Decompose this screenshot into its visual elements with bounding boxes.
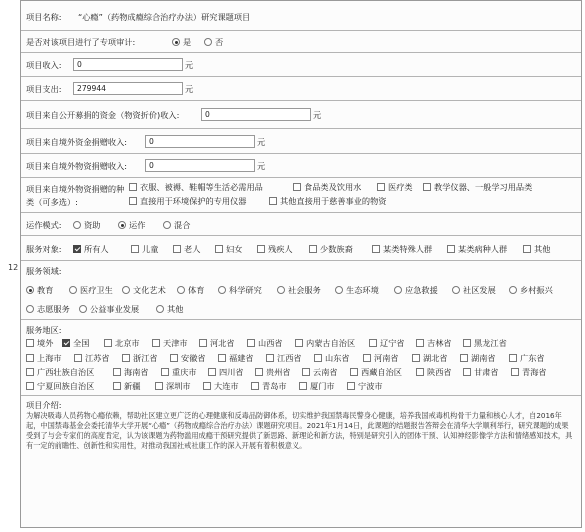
target-label-children: 儿童 bbox=[142, 244, 159, 254]
overseas-fund-label: 项目来自境外资金捐赠收入: bbox=[26, 137, 128, 147]
public-fund-field[interactable]: 0 bbox=[201, 108, 311, 121]
field-label-education: 教育 bbox=[37, 285, 54, 295]
row-expense bbox=[21, 77, 581, 101]
target-checkbox-elderly[interactable] bbox=[173, 245, 181, 253]
row-project-name bbox=[21, 1, 581, 31]
region-label-zhejiang: 浙江省 bbox=[133, 353, 158, 363]
goods-type-label-food: 食品类及饮用水 bbox=[304, 182, 362, 192]
field-radio-education[interactable] bbox=[26, 286, 34, 294]
mode-operate-label: 运作 bbox=[129, 220, 146, 230]
region-checkbox-xinjiang[interactable] bbox=[113, 382, 121, 390]
region-checkbox-overseas[interactable] bbox=[26, 339, 34, 347]
region-checkbox-neimenggu[interactable] bbox=[295, 339, 303, 347]
target-label-special-group: 某类特殊人群 bbox=[383, 244, 433, 254]
field-label-community: 社区发展 bbox=[463, 285, 496, 295]
field-radio-research[interactable] bbox=[218, 286, 226, 294]
region-checkbox-ningxia[interactable] bbox=[26, 382, 34, 390]
region-label-shandong: 山东省 bbox=[325, 353, 350, 363]
target-label-all: 所有人 bbox=[84, 244, 109, 254]
targets-label: 服务对象: bbox=[26, 244, 62, 254]
target-label-minority: 少数族裔 bbox=[320, 244, 353, 254]
target-checkbox-other[interactable] bbox=[523, 245, 531, 253]
region-checkbox-yunnan[interactable] bbox=[302, 368, 310, 376]
region-label-gansu: 甘肃省 bbox=[474, 367, 499, 377]
goods-type-label-teaching: 教学仪器、一般学习用品类 bbox=[434, 182, 533, 192]
row-fields bbox=[21, 261, 581, 320]
goods-types-label-line2: 类（可多选）: bbox=[26, 197, 78, 207]
field-label-public-welfare: 公益事业发展 bbox=[90, 304, 140, 314]
audit-yes-radio[interactable] bbox=[172, 38, 180, 46]
region-label-national: 全国 bbox=[73, 338, 90, 348]
project-name-label: 项目名称: bbox=[26, 12, 62, 22]
field-radio-medical[interactable] bbox=[69, 286, 77, 294]
region-label-neimenggu: 内蒙古自治区 bbox=[306, 338, 356, 348]
regions-label: 服务地区: bbox=[26, 325, 62, 335]
field-label-rural: 乡村振兴 bbox=[520, 285, 553, 295]
region-label-sichuan: 四川省 bbox=[219, 367, 244, 377]
field-label-culture: 文化艺术 bbox=[133, 285, 166, 295]
audit-no-label: 否 bbox=[215, 37, 224, 47]
overseas-fund-unit: 元 bbox=[257, 137, 266, 147]
region-label-beijing: 北京市 bbox=[115, 338, 140, 348]
row-overseas-fund bbox=[21, 129, 581, 154]
target-label-other: 其他 bbox=[534, 244, 551, 254]
region-label-jiangxi: 江西省 bbox=[277, 353, 302, 363]
region-checkbox-national[interactable] bbox=[62, 339, 70, 347]
region-checkbox-jilin[interactable] bbox=[416, 339, 424, 347]
region-label-shenzhen: 深圳市 bbox=[166, 381, 191, 391]
region-checkbox-zhejiang[interactable] bbox=[122, 354, 130, 362]
audit-no-radio[interactable] bbox=[204, 38, 212, 46]
region-checkbox-tianjin[interactable] bbox=[152, 339, 160, 347]
field-label-social-service: 社会服务 bbox=[288, 285, 321, 295]
region-checkbox-chongqing[interactable] bbox=[161, 368, 169, 376]
mode-fund-radio[interactable] bbox=[73, 221, 81, 229]
expense-unit: 元 bbox=[185, 84, 194, 94]
expense-field[interactable]: 279944 bbox=[73, 82, 183, 95]
region-label-guangxi: 广西壮族自治区 bbox=[37, 367, 95, 377]
goods-type-checkbox-daily[interactable] bbox=[129, 183, 137, 191]
region-checkbox-qinghai[interactable] bbox=[511, 368, 519, 376]
row-overseas-goods bbox=[21, 154, 581, 178]
region-label-qingdao: 青岛市 bbox=[262, 381, 287, 391]
region-label-heilongjiang: 黑龙江省 bbox=[474, 338, 507, 348]
income-field[interactable]: 0 bbox=[73, 58, 183, 71]
goods-type-checkbox-food[interactable] bbox=[293, 183, 301, 191]
field-radio-social-service[interactable] bbox=[277, 286, 285, 294]
field-label-other: 其他 bbox=[167, 304, 184, 314]
region-checkbox-jiangsu[interactable] bbox=[74, 354, 82, 362]
region-label-xiamen: 厦门市 bbox=[310, 381, 335, 391]
row-income bbox=[21, 53, 581, 77]
region-checkbox-anhui[interactable] bbox=[170, 354, 178, 362]
mode-mixed-radio[interactable] bbox=[163, 221, 171, 229]
row-public-fund bbox=[21, 101, 581, 129]
overseas-goods-field[interactable]: 0 bbox=[145, 159, 255, 172]
field-radio-volunteer[interactable] bbox=[26, 305, 34, 313]
overseas-goods-label: 项目来自境外物资捐赠收入: bbox=[26, 161, 128, 171]
field-radio-public-welfare[interactable] bbox=[79, 305, 87, 313]
field-label-volunteer: 志愿服务 bbox=[37, 304, 70, 314]
region-label-hubei: 湖北省 bbox=[423, 353, 448, 363]
region-checkbox-hubei[interactable] bbox=[412, 354, 420, 362]
target-checkbox-women[interactable] bbox=[215, 245, 223, 253]
region-label-dalian: 大连市 bbox=[214, 381, 239, 391]
target-checkbox-disabled[interactable] bbox=[257, 245, 265, 253]
goods-type-label-other: 其他直接用于慈善事业的物资 bbox=[280, 196, 387, 206]
region-checkbox-hebei[interactable] bbox=[199, 339, 207, 347]
intro-text: 为解决吸毒人员药物心瘾依赖，帮助社区建立更广泛的心理健康和反毒品防御体系，切实维护我国禁毒民警身心健康，培养我国戒毒机构骨干力量和核心人才，自2016年起，中国禁毒基金会委托清华大学开展“心瘾”（药物成瘾综合治疗办法）课题研究项目。2021年1月14日，此课题的结题报告答辩会在清华大学顺利举行，研究课题的成果受到了与会专家们的高度肯定，认为该课题为药物滥用成瘾干预研究提供了新思路、新理论和新方法，特别是研究引入的团体干预、认知神经影像学方法和情绪感知技术，具有一定的前瞻性、创新性和实用性，对推动我国社戒社康工作的深入开展有着积极意义。 bbox=[26, 411, 573, 450]
row-regions bbox=[21, 320, 581, 396]
target-label-disabled: 残疾人 bbox=[268, 244, 293, 254]
goods-type-label-daily: 衣服、被褥、鞋帽等生活必需用品 bbox=[140, 182, 263, 192]
region-checkbox-xiamen[interactable] bbox=[299, 382, 307, 390]
field-radio-ecology[interactable] bbox=[335, 286, 343, 294]
field-radio-rural[interactable] bbox=[509, 286, 517, 294]
region-label-hainan: 海南省 bbox=[124, 367, 149, 377]
row-goods-types bbox=[21, 178, 581, 213]
field-radio-other[interactable] bbox=[156, 305, 164, 313]
field-label-medical: 医疗卫生 bbox=[80, 285, 113, 295]
field-label-ecology: 生态环境 bbox=[346, 285, 379, 295]
field-radio-emergency[interactable] bbox=[394, 286, 402, 294]
target-label-disease-group: 某类病种人群 bbox=[458, 244, 508, 254]
region-checkbox-hainan[interactable] bbox=[113, 368, 121, 376]
target-checkbox-special-group[interactable] bbox=[372, 245, 380, 253]
region-checkbox-beijing[interactable] bbox=[104, 339, 112, 347]
region-label-chongqing: 重庆市 bbox=[172, 367, 197, 377]
row-audit bbox=[21, 31, 581, 53]
goods-type-checkbox-other[interactable] bbox=[269, 197, 277, 205]
region-label-anhui: 安徽省 bbox=[181, 353, 206, 363]
income-label: 项目收入: bbox=[26, 60, 62, 70]
region-checkbox-shanxi[interactable] bbox=[247, 339, 255, 347]
income-unit: 元 bbox=[185, 60, 194, 70]
region-label-shanghai: 上海市 bbox=[37, 353, 62, 363]
field-label-sports: 体育 bbox=[188, 285, 205, 295]
mode-label: 运作模式: bbox=[26, 220, 62, 230]
expense-label: 项目支出: bbox=[26, 84, 62, 94]
fields-label: 服务领域: bbox=[26, 266, 62, 276]
target-checkbox-children[interactable] bbox=[131, 245, 139, 253]
field-label-emergency: 应急救援 bbox=[405, 285, 438, 295]
region-label-fujian: 福建省 bbox=[229, 353, 254, 363]
row-targets bbox=[21, 236, 581, 261]
region-label-xizang: 西藏自治区 bbox=[361, 367, 402, 377]
overseas-goods-unit: 元 bbox=[257, 161, 266, 171]
region-checkbox-heilongjiang[interactable] bbox=[463, 339, 471, 347]
region-checkbox-guangxi[interactable] bbox=[26, 368, 34, 376]
region-checkbox-henan[interactable] bbox=[363, 354, 371, 362]
intro-label: 项目介绍: bbox=[26, 400, 62, 410]
field-radio-sports[interactable] bbox=[177, 286, 185, 294]
region-label-hebei: 河北省 bbox=[210, 338, 235, 348]
target-label-women: 妇女 bbox=[226, 244, 243, 254]
region-checkbox-jiangxi[interactable] bbox=[266, 354, 274, 362]
region-checkbox-dalian[interactable] bbox=[203, 382, 211, 390]
goods-type-label-medical: 医疗类 bbox=[388, 182, 413, 192]
region-checkbox-shandong[interactable] bbox=[314, 354, 322, 362]
public-fund-label: 项目来自公开募捐的资金（物资折价)收入: bbox=[26, 110, 180, 120]
region-label-qinghai: 青海省 bbox=[522, 367, 547, 377]
region-label-jiangsu: 江苏省 bbox=[85, 353, 110, 363]
region-checkbox-guizhou[interactable] bbox=[255, 368, 263, 376]
region-checkbox-guangdong[interactable] bbox=[509, 354, 517, 362]
region-checkbox-qingdao[interactable] bbox=[251, 382, 259, 390]
goods-type-checkbox-medical[interactable] bbox=[377, 183, 385, 191]
region-checkbox-ningbo[interactable] bbox=[347, 382, 355, 390]
region-checkbox-shenzhen[interactable] bbox=[155, 382, 163, 390]
field-radio-culture[interactable] bbox=[122, 286, 130, 294]
region-label-tianjin: 天津市 bbox=[163, 338, 188, 348]
region-checkbox-hunan[interactable] bbox=[460, 354, 468, 362]
region-label-xinjiang: 新疆 bbox=[124, 381, 141, 391]
region-label-yunnan: 云南省 bbox=[313, 367, 338, 377]
side-page-number: 12 bbox=[8, 263, 19, 272]
region-label-shaanxi: 陕西省 bbox=[427, 367, 452, 377]
mode-fund-label: 资助 bbox=[84, 220, 101, 230]
goods-type-checkbox-environment[interactable] bbox=[129, 197, 137, 205]
project-form bbox=[20, 0, 582, 528]
region-label-overseas: 境外 bbox=[37, 338, 54, 348]
audit-yes-label: 是 bbox=[183, 37, 192, 47]
region-label-ningxia: 宁夏回族自治区 bbox=[37, 381, 95, 391]
region-label-shanxi: 山西省 bbox=[258, 338, 283, 348]
region-checkbox-sichuan[interactable] bbox=[208, 368, 216, 376]
region-label-henan: 河南省 bbox=[374, 353, 399, 363]
goods-type-checkbox-teaching[interactable] bbox=[423, 183, 431, 191]
field-label-research: 科学研究 bbox=[229, 285, 262, 295]
goods-type-label-environment: 直接用于环境保护的专用仪器 bbox=[140, 196, 247, 206]
region-checkbox-shanghai[interactable] bbox=[26, 354, 34, 362]
region-checkbox-fujian[interactable] bbox=[218, 354, 226, 362]
target-checkbox-all[interactable] bbox=[73, 245, 81, 253]
region-label-ningbo: 宁波市 bbox=[358, 381, 383, 391]
project-name-value: “心瘾”（药物成瘾综合治疗办法）研究课题项目 bbox=[78, 12, 251, 22]
region-label-liaoning: 辽宁省 bbox=[380, 338, 405, 348]
target-label-elderly: 老人 bbox=[184, 244, 201, 254]
row-mode bbox=[21, 213, 581, 236]
overseas-fund-field[interactable]: 0 bbox=[145, 135, 255, 148]
region-checkbox-gansu[interactable] bbox=[463, 368, 471, 376]
goods-types-label-line1: 项目来自境外物资捐赠的种 bbox=[26, 184, 125, 194]
region-label-guizhou: 贵州省 bbox=[266, 367, 291, 377]
target-checkbox-disease-group[interactable] bbox=[447, 245, 455, 253]
region-checkbox-xizang[interactable] bbox=[350, 368, 358, 376]
region-checkbox-shaanxi[interactable] bbox=[416, 368, 424, 376]
region-label-jilin: 吉林省 bbox=[427, 338, 452, 348]
region-label-guangdong: 广东省 bbox=[520, 353, 545, 363]
region-label-hunan: 湖南省 bbox=[471, 353, 496, 363]
public-fund-unit: 元 bbox=[313, 110, 322, 120]
target-checkbox-minority[interactable] bbox=[309, 245, 317, 253]
mode-operate-radio[interactable] bbox=[118, 221, 126, 229]
region-checkbox-liaoning[interactable] bbox=[369, 339, 377, 347]
audit-label: 是否对该项目进行了专项审计: bbox=[26, 37, 136, 47]
mode-mixed-label: 混合 bbox=[174, 220, 191, 230]
field-radio-community[interactable] bbox=[452, 286, 460, 294]
